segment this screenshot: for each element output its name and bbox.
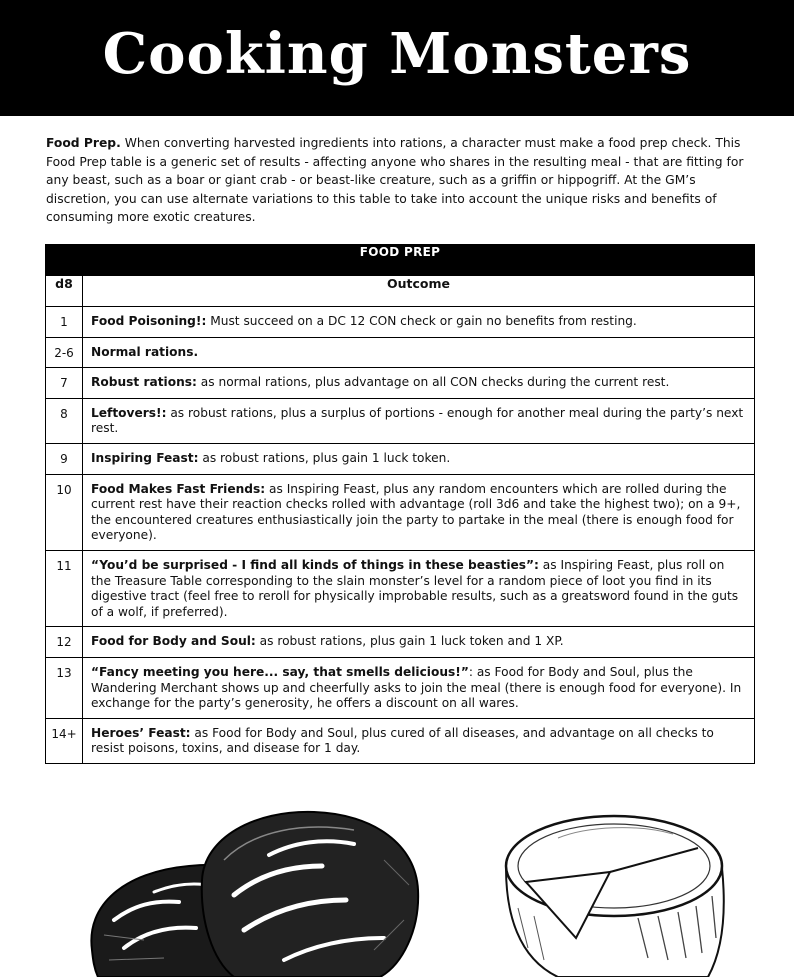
outcome-name: “You’d be surprised - I find all kinds of things in these beasties”: xyxy=(91,557,539,572)
outcome-cell xyxy=(83,368,755,399)
page-title: Cooking Monsters xyxy=(102,21,692,87)
table-row xyxy=(46,368,755,399)
table-row xyxy=(46,657,755,718)
die-cell: 7 xyxy=(46,368,83,399)
outcome-cell xyxy=(83,657,755,718)
outcome-text: Must succeed on a DC 12 CON check or gain no benefits from resting. xyxy=(206,314,637,328)
outcome-text: as Inspiring Feast, plus roll on the Treasure Table corresponding to the slain monster’s level for a random piece of loot you find in its digestive tract (feel free to reroll for physically improbable results, such as a greatsword found in the guts of a wolf, if preferred). xyxy=(91,557,739,619)
outcome-name: Heroes’ Feast: xyxy=(91,725,191,740)
die-cell: 14+ xyxy=(46,718,83,763)
outcome-name: Normal rations. xyxy=(91,344,199,359)
table-row xyxy=(46,443,755,474)
die-cell: 8 xyxy=(46,398,83,443)
outcome-text: as Food for Body and Soul, plus cured of all diseases, and advantage on all checks to resist poisons, toxins, and disease for 1 day. xyxy=(91,725,714,756)
outcome-name: Food Poisoning!: xyxy=(91,314,207,328)
die-cell: 11 xyxy=(46,550,83,626)
outcome-cell xyxy=(83,337,755,368)
column-header-die: d8 xyxy=(46,276,83,307)
die-cell: 12 xyxy=(46,627,83,658)
intro-lead: Food Prep. xyxy=(46,136,121,150)
outcome-name: Food Makes Fast Friends: xyxy=(91,481,266,496)
table-caption: FOOD PREP xyxy=(46,245,755,276)
intro-text: When converting harvested ingredients into rations, a character must make a food prep check. This Food Prep table is a generic set of results - affecting anyone who shares in the resulting meal - that are fitting for any beast, such as a boar or giant crab - or beast-like creature, such as a griffin or hippogriff. At the GM’s discretion, you can use alternate variations to this table to take into account the unique risks and benefits of consuming more exotic creatures. xyxy=(46,136,744,224)
outcome-name: “Fancy meeting you here... say, that smells delicious!” xyxy=(91,664,469,679)
die-cell: 13 xyxy=(46,657,83,718)
outcome-name: Leftovers!: xyxy=(91,405,167,420)
table-row xyxy=(46,718,755,763)
column-header-outcome: Outcome xyxy=(83,276,755,307)
die-cell: 2-6 xyxy=(46,337,83,368)
outcome-text: as normal rations, plus advantage on all CON checks during the current rest. xyxy=(196,375,670,390)
die-cell: 1 xyxy=(46,307,83,338)
table-row xyxy=(46,474,755,550)
outcome-cell xyxy=(83,398,755,443)
outcome-name: Robust rations: xyxy=(91,375,197,390)
outcome-name: Inspiring Feast: xyxy=(91,450,199,465)
outcome-text: as robust rations, plus gain 1 luck token and 1 XP. xyxy=(255,634,564,649)
table-row xyxy=(46,550,755,626)
outcome-cell xyxy=(83,718,755,763)
food-prep-table xyxy=(45,244,755,764)
outcome-cell xyxy=(83,550,755,626)
die-cell: 10 xyxy=(46,474,83,550)
die-cell: 9 xyxy=(46,443,83,474)
outcome-cell xyxy=(83,474,755,550)
table-row xyxy=(46,337,755,368)
outcome-text: : as Food for Body and Soul, plus the Wandering Merchant shows up and cheerfully asks to join the meal (there is enough food for everyone). In exchange for the party’s generosity, he offers a discount on all wares. xyxy=(91,664,742,711)
outcome-name: Food for Body and Soul: xyxy=(91,634,256,649)
cheese-wheel-illustration xyxy=(498,808,728,977)
outcome-text: as robust rations, plus gain 1 luck token. xyxy=(198,450,451,465)
outcome-cell xyxy=(83,627,755,658)
outcome-text: as Inspiring Feast, plus any random encounters which are rolled during the current rest have their reaction checks rolled with advantage (roll 3d6 and take the highest two); on a 9+, the encountered creatures enthusiastically join the party to partake in the meal (there is enough food for everyone). xyxy=(91,481,741,543)
table-row xyxy=(46,627,755,658)
outcome-text: as robust rations, plus a surplus of portions - enough for another meal during the party’s next rest. xyxy=(91,405,744,436)
table-row xyxy=(46,307,755,338)
outcome-cell xyxy=(83,443,755,474)
intro-paragraph xyxy=(46,134,758,227)
bread-loaves-illustration xyxy=(84,800,424,977)
outcome-cell xyxy=(83,307,755,338)
table-row xyxy=(46,398,755,443)
title-banner xyxy=(0,0,794,116)
